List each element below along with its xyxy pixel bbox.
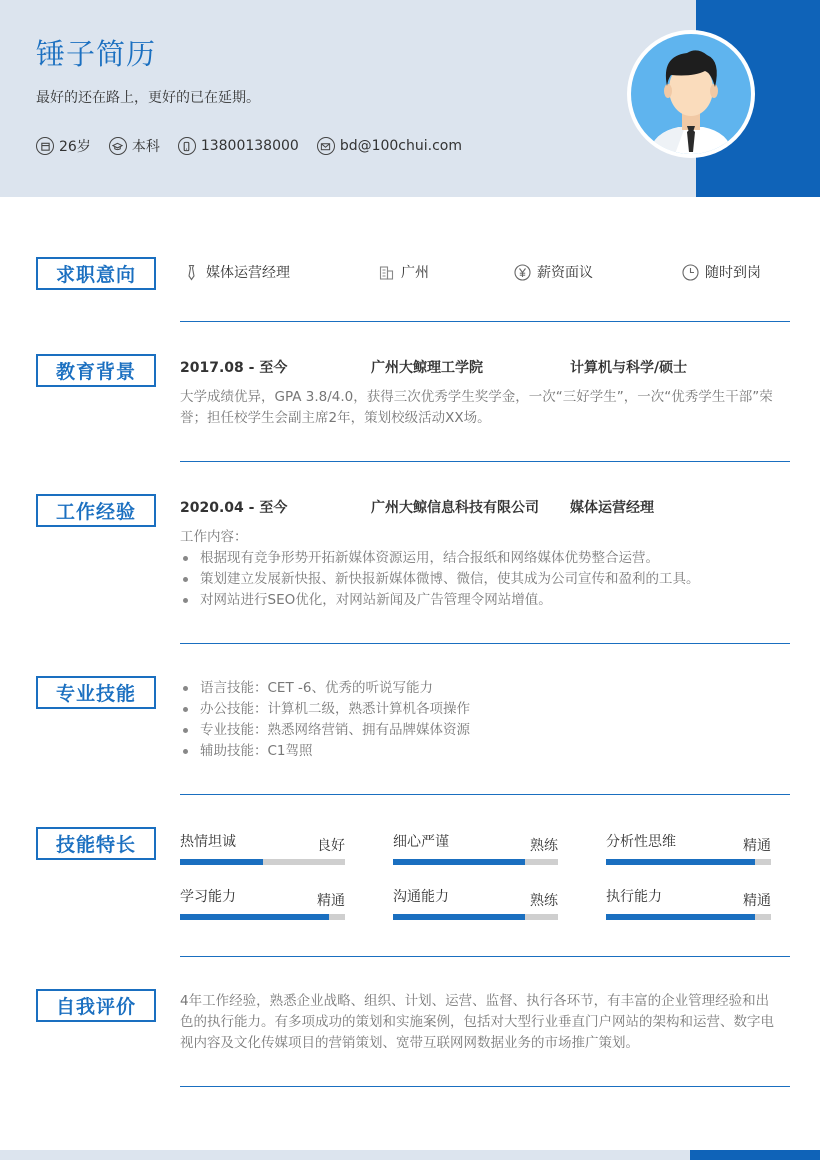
trait-bar-fill <box>393 859 525 865</box>
list-item: 办公技能：计算机二级，熟悉计算机各项操作 <box>180 699 780 720</box>
trait-bar-fill <box>606 914 755 920</box>
clock-icon <box>682 264 699 281</box>
education-school: 广州大鲸理工学院 <box>371 360 483 376</box>
divider <box>180 794 790 795</box>
trait-level: 良好 <box>317 838 345 854</box>
section-title-skills: 专业技能 <box>36 676 156 709</box>
work-position: 媒体运营经理 <box>570 500 654 516</box>
building-icon <box>378 264 395 281</box>
contact-age-text: 26岁 <box>59 139 91 155</box>
trait-bar-fill <box>393 914 525 920</box>
section-title-self: 自我评价 <box>36 989 156 1022</box>
trait-bar-track <box>393 859 558 865</box>
contact-degree-text: 本科 <box>131 139 160 155</box>
trait-item <box>606 886 771 926</box>
mail-icon <box>317 137 335 155</box>
divider <box>180 461 790 462</box>
trait-name: 执行能力 <box>606 889 662 905</box>
list-item: 语言技能：CET -6、优秀的听说写能力 <box>180 678 780 699</box>
work-intro: 工作内容： <box>180 529 248 545</box>
self-evaluation-text: 4年工作经验，熟悉企业战略、组织、计划、运营、监督、执行各环节，有丰富的企业管理经验和出色的执行能力。有多项成功的策划和实施案例，包括对大型行业垂直门户网站的架构和运营、数字电视内容及文化传媒项目的营销策划、宽带互联网网数据业务的市场推广策划。 <box>180 993 774 1051</box>
contact-email[interactable] <box>317 137 462 155</box>
trait-bar-fill <box>606 859 755 865</box>
trait-item <box>606 831 771 871</box>
trait-item <box>393 831 558 871</box>
section-title-education: 教育背景 <box>36 354 156 387</box>
intent-city-text: 广州 <box>401 265 429 281</box>
trait-level: 熟练 <box>530 838 558 854</box>
section-title-traits: 技能特长 <box>36 827 156 860</box>
trait-name: 细心严谨 <box>393 834 449 850</box>
intent-availability-text: 随时到岗 <box>705 265 761 281</box>
trait-level: 精通 <box>317 893 345 909</box>
contact-degree <box>109 136 160 156</box>
work-date: 2020.04 - 至今 <box>180 500 288 516</box>
trait-bar-track <box>180 914 345 920</box>
trait-bar-fill <box>180 859 263 865</box>
intent-position <box>183 262 290 282</box>
motto: 最好的还在路上，更好的已在延期。 <box>36 90 260 106</box>
trait-bar-track <box>180 859 345 865</box>
intent-city <box>378 262 429 282</box>
section-title-intent: 求职意向 <box>36 257 156 290</box>
footer-accent-block <box>690 1150 820 1160</box>
avatar <box>627 30 755 158</box>
intent-availability <box>682 262 761 282</box>
trait-name: 热情坦诚 <box>180 834 236 850</box>
intent-position-text: 媒体运营经理 <box>206 265 290 281</box>
contact-phone[interactable] <box>178 137 299 155</box>
divider <box>180 1086 790 1087</box>
education-major: 计算机与科学/硕士 <box>570 360 688 376</box>
education-date: 2017.08 - 至今 <box>180 360 288 376</box>
trait-bar-track <box>606 914 771 920</box>
list-item: 策划建立发展新快报、新快报新媒体微博、微信，使其成为公司宣传和盈利的工具。 <box>180 569 780 590</box>
skills-bullets <box>180 678 780 762</box>
yen-icon <box>514 264 531 281</box>
work-company: 广州大鲸信息科技有限公司 <box>371 500 539 516</box>
footer-bar <box>0 1150 690 1160</box>
intent-salary-text: 薪资面议 <box>537 265 593 281</box>
graduation-cap-icon <box>109 137 127 155</box>
phone-icon <box>178 137 196 155</box>
trait-level: 精通 <box>743 838 771 854</box>
contact-phone-text: 13800138000 <box>200 138 299 154</box>
calendar-icon <box>36 137 54 155</box>
divider <box>180 321 790 322</box>
section-title-work: 工作经验 <box>36 494 156 527</box>
trait-name: 学习能力 <box>180 889 236 905</box>
trait-item <box>180 886 345 926</box>
trait-bar-track <box>606 859 771 865</box>
trait-item <box>393 886 558 926</box>
intent-salary <box>514 262 593 282</box>
trait-item <box>180 831 345 871</box>
tie-icon <box>183 264 200 281</box>
contact-email-text: bd@100chui.com <box>339 138 462 154</box>
divider <box>180 643 790 644</box>
list-item: 根据现有竞争形势开拓新媒体资源运用，结合报纸和网络媒体优势整合运营。 <box>180 548 780 569</box>
avatar-illustration <box>631 34 751 154</box>
trait-name: 分析性思维 <box>606 834 676 850</box>
trait-bar-track <box>393 914 558 920</box>
trait-name: 沟通能力 <box>393 889 449 905</box>
job-intent-row <box>180 262 790 284</box>
trait-level: 精通 <box>743 893 771 909</box>
contact-age <box>36 136 91 156</box>
trait-bar-fill <box>180 914 329 920</box>
list-item: 对网站进行SEO优化，对网站新闻及广告管理令网站增值。 <box>180 590 780 611</box>
contact-list <box>36 136 480 156</box>
resume-name: 锤子简历 <box>36 37 157 71</box>
list-item: 辅助技能：C1驾照 <box>180 741 780 762</box>
trait-level: 熟练 <box>530 893 558 909</box>
work-bullets <box>180 548 780 611</box>
education-description: 大学成绩优异，GPA 3.8/4.0，获得三次优秀学生奖学金，一次“三好学生”，一次“优秀学生干部”荣誉；担任校学生会副主席2年，策划校级活动XX场。 <box>180 389 773 426</box>
divider <box>180 956 790 957</box>
list-item: 专业技能：熟悉网络营销、拥有品牌媒体资源 <box>180 720 780 741</box>
